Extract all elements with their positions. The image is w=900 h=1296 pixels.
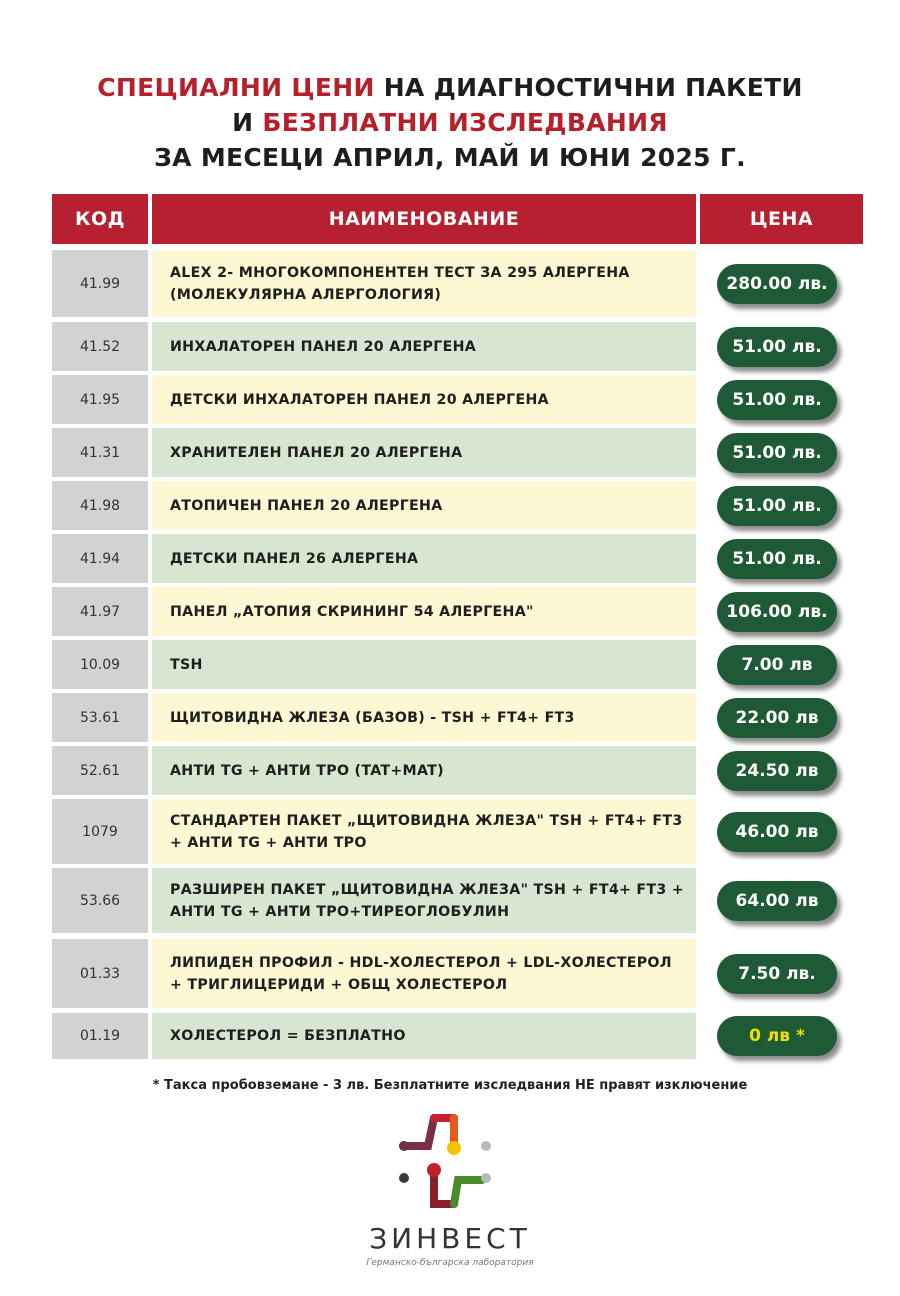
row-name-line: ALEX 2- МНОГОКОМПОНЕНТЕН ТЕСТ ЗА 295 АЛЕРГЕНА [170, 264, 630, 281]
row-name-line: ДЕТСКИ ПАНЕЛ 26 АЛЕРГЕНА [170, 550, 419, 567]
title-highlight-1: СПЕЦИАЛНИ ЦЕНИ [97, 73, 375, 102]
price-badge: 24.50 лв [717, 751, 837, 791]
row-name [152, 693, 696, 742]
row-name [152, 534, 696, 583]
price-badge: 22.00 лв [717, 698, 837, 738]
row-code: 41.31 [52, 428, 148, 477]
row-name [152, 640, 696, 689]
row-name-line: + ТРИГЛИЦЕРИДИ + ОБЩ ХОЛЕСТЕРОЛ [170, 976, 508, 993]
table-row [52, 868, 863, 933]
price-badge: 51.00 лв. [717, 433, 837, 473]
brand-tagline: Германско-българска лаборатория [366, 1258, 534, 1268]
table-row [52, 250, 863, 317]
price-badge: 46.00 лв [717, 812, 837, 852]
row-code: 41.95 [52, 375, 148, 424]
table-row [52, 746, 863, 795]
row-code: 01.19 [52, 1013, 148, 1059]
row-name [152, 939, 696, 1008]
row-name [152, 1013, 696, 1059]
price-badge: 7.50 лв. [717, 954, 837, 994]
table-row [52, 322, 863, 371]
table-row [52, 693, 863, 742]
row-name-line: ЛИПИДЕН ПРОФИЛ - HDL-ХОЛЕСТЕРОЛ + LDL-ХОЛЕСТЕРОЛ [170, 954, 672, 971]
price-badge: 106.00 лв. [717, 592, 837, 632]
brand-name: ЗИНВЕСТ [369, 1222, 531, 1255]
row-name-line: СТАНДАРТЕН ПАКЕТ „ЩИТОВИДНА ЖЛЕЗА" TSH + FT4+ FT3 [170, 812, 683, 829]
table-row [52, 534, 863, 583]
table-row [52, 640, 863, 689]
row-name [152, 868, 696, 933]
header-name: НАИМЕНОВАНИЕ [152, 194, 696, 244]
row-name-line: ДЕТСКИ ИНХАЛАТОРЕН ПАНЕЛ 20 АЛЕРГЕНА [170, 391, 549, 408]
row-code: 41.97 [52, 587, 148, 636]
title-highlight-2: БЕЗПЛАТНИ ИЗСЛЕДВАНИЯ [262, 108, 668, 137]
row-code: 53.61 [52, 693, 148, 742]
price-badge: 64.00 лв [717, 881, 837, 921]
table-row [52, 428, 863, 477]
row-code: 53.66 [52, 868, 148, 933]
footnote: * Такса пробовземане - 3 лв. Безплатните изследвания НЕ правят изключение [152, 1078, 748, 1093]
row-name [152, 799, 696, 864]
row-name-line: ИНХАЛАТОРЕН ПАНЕЛ 20 АЛЕРГЕНА [170, 338, 477, 355]
price-badge: 0 лв * [717, 1016, 837, 1056]
title-text-1: НА ДИАГНОСТИЧНИ ПАКЕТИ [374, 73, 803, 102]
page-title [0, 70, 900, 175]
row-name [152, 250, 696, 317]
price-badge: 51.00 лв. [717, 380, 837, 420]
table-row [52, 375, 863, 424]
row-name-line: АНТИ TG + АНТИ TPO+ТИРЕОГЛОБУЛИН [170, 903, 510, 920]
row-name [152, 587, 696, 636]
row-name-line: АНТИ TG + АНТИ TPO (TAT+MAT) [170, 762, 444, 779]
row-name-line: ПАНЕЛ „АТОПИЯ СКРИНИНГ 54 АЛЕРГЕНА" [170, 603, 534, 620]
row-code: 41.99 [52, 250, 148, 317]
brand-logo-icon [390, 1108, 500, 1218]
row-code: 01.33 [52, 939, 148, 1008]
row-name-line: ЩИТОВИДНА ЖЛЕЗА (БАЗОВ) - TSH + FT4+ FT3 [170, 709, 575, 726]
row-name-line: TSH [170, 656, 203, 673]
row-name [152, 322, 696, 371]
row-name [152, 428, 696, 477]
row-name-line: ХОЛЕСТЕРОЛ = БЕЗПЛАТНО [170, 1028, 406, 1044]
row-code: 41.94 [52, 534, 148, 583]
row-code: 41.52 [52, 322, 148, 371]
table-row [52, 587, 863, 636]
row-code: 1079 [52, 799, 148, 864]
row-name-line: ХРАНИТЕЛЕН ПАНЕЛ 20 АЛЕРГЕНА [170, 444, 463, 461]
table-row [52, 1013, 863, 1059]
title-text-3: ЗА МЕСЕЦИ АПРИЛ, МАЙ И ЮНИ 2025 Г. [154, 143, 746, 172]
row-name [152, 481, 696, 530]
price-badge: 280.00 лв. [717, 264, 837, 304]
price-badge: 51.00 лв. [717, 327, 837, 367]
row-name-line: (МОЛЕКУЛЯРНА АЛЕРГОЛОГИЯ) [170, 286, 442, 303]
row-name-line: АТОПИЧЕН ПАНЕЛ 20 АЛЕРГЕНА [170, 497, 443, 514]
table-row [52, 799, 863, 864]
title-text-2: И [232, 108, 263, 137]
row-name [152, 375, 696, 424]
row-name-line: + АНТИ TG + АНТИ TPO [170, 834, 367, 851]
table-row [52, 481, 863, 530]
price-badge: 51.00 лв. [717, 486, 837, 526]
row-code: 41.98 [52, 481, 148, 530]
row-name [152, 746, 696, 795]
price-badge: 51.00 лв. [717, 539, 837, 579]
header-price: ЦЕНА [700, 194, 863, 244]
row-name-line: РАЗШИРЕН ПАКЕТ „ЩИТОВИДНА ЖЛЕЗА" TSH + FT4+ FT3 + [170, 881, 684, 898]
row-code: 52.61 [52, 746, 148, 795]
price-badge: 7.00 лв [717, 645, 837, 685]
header-code: КОД [52, 194, 148, 244]
table-row [52, 939, 863, 1008]
row-code: 10.09 [52, 640, 148, 689]
